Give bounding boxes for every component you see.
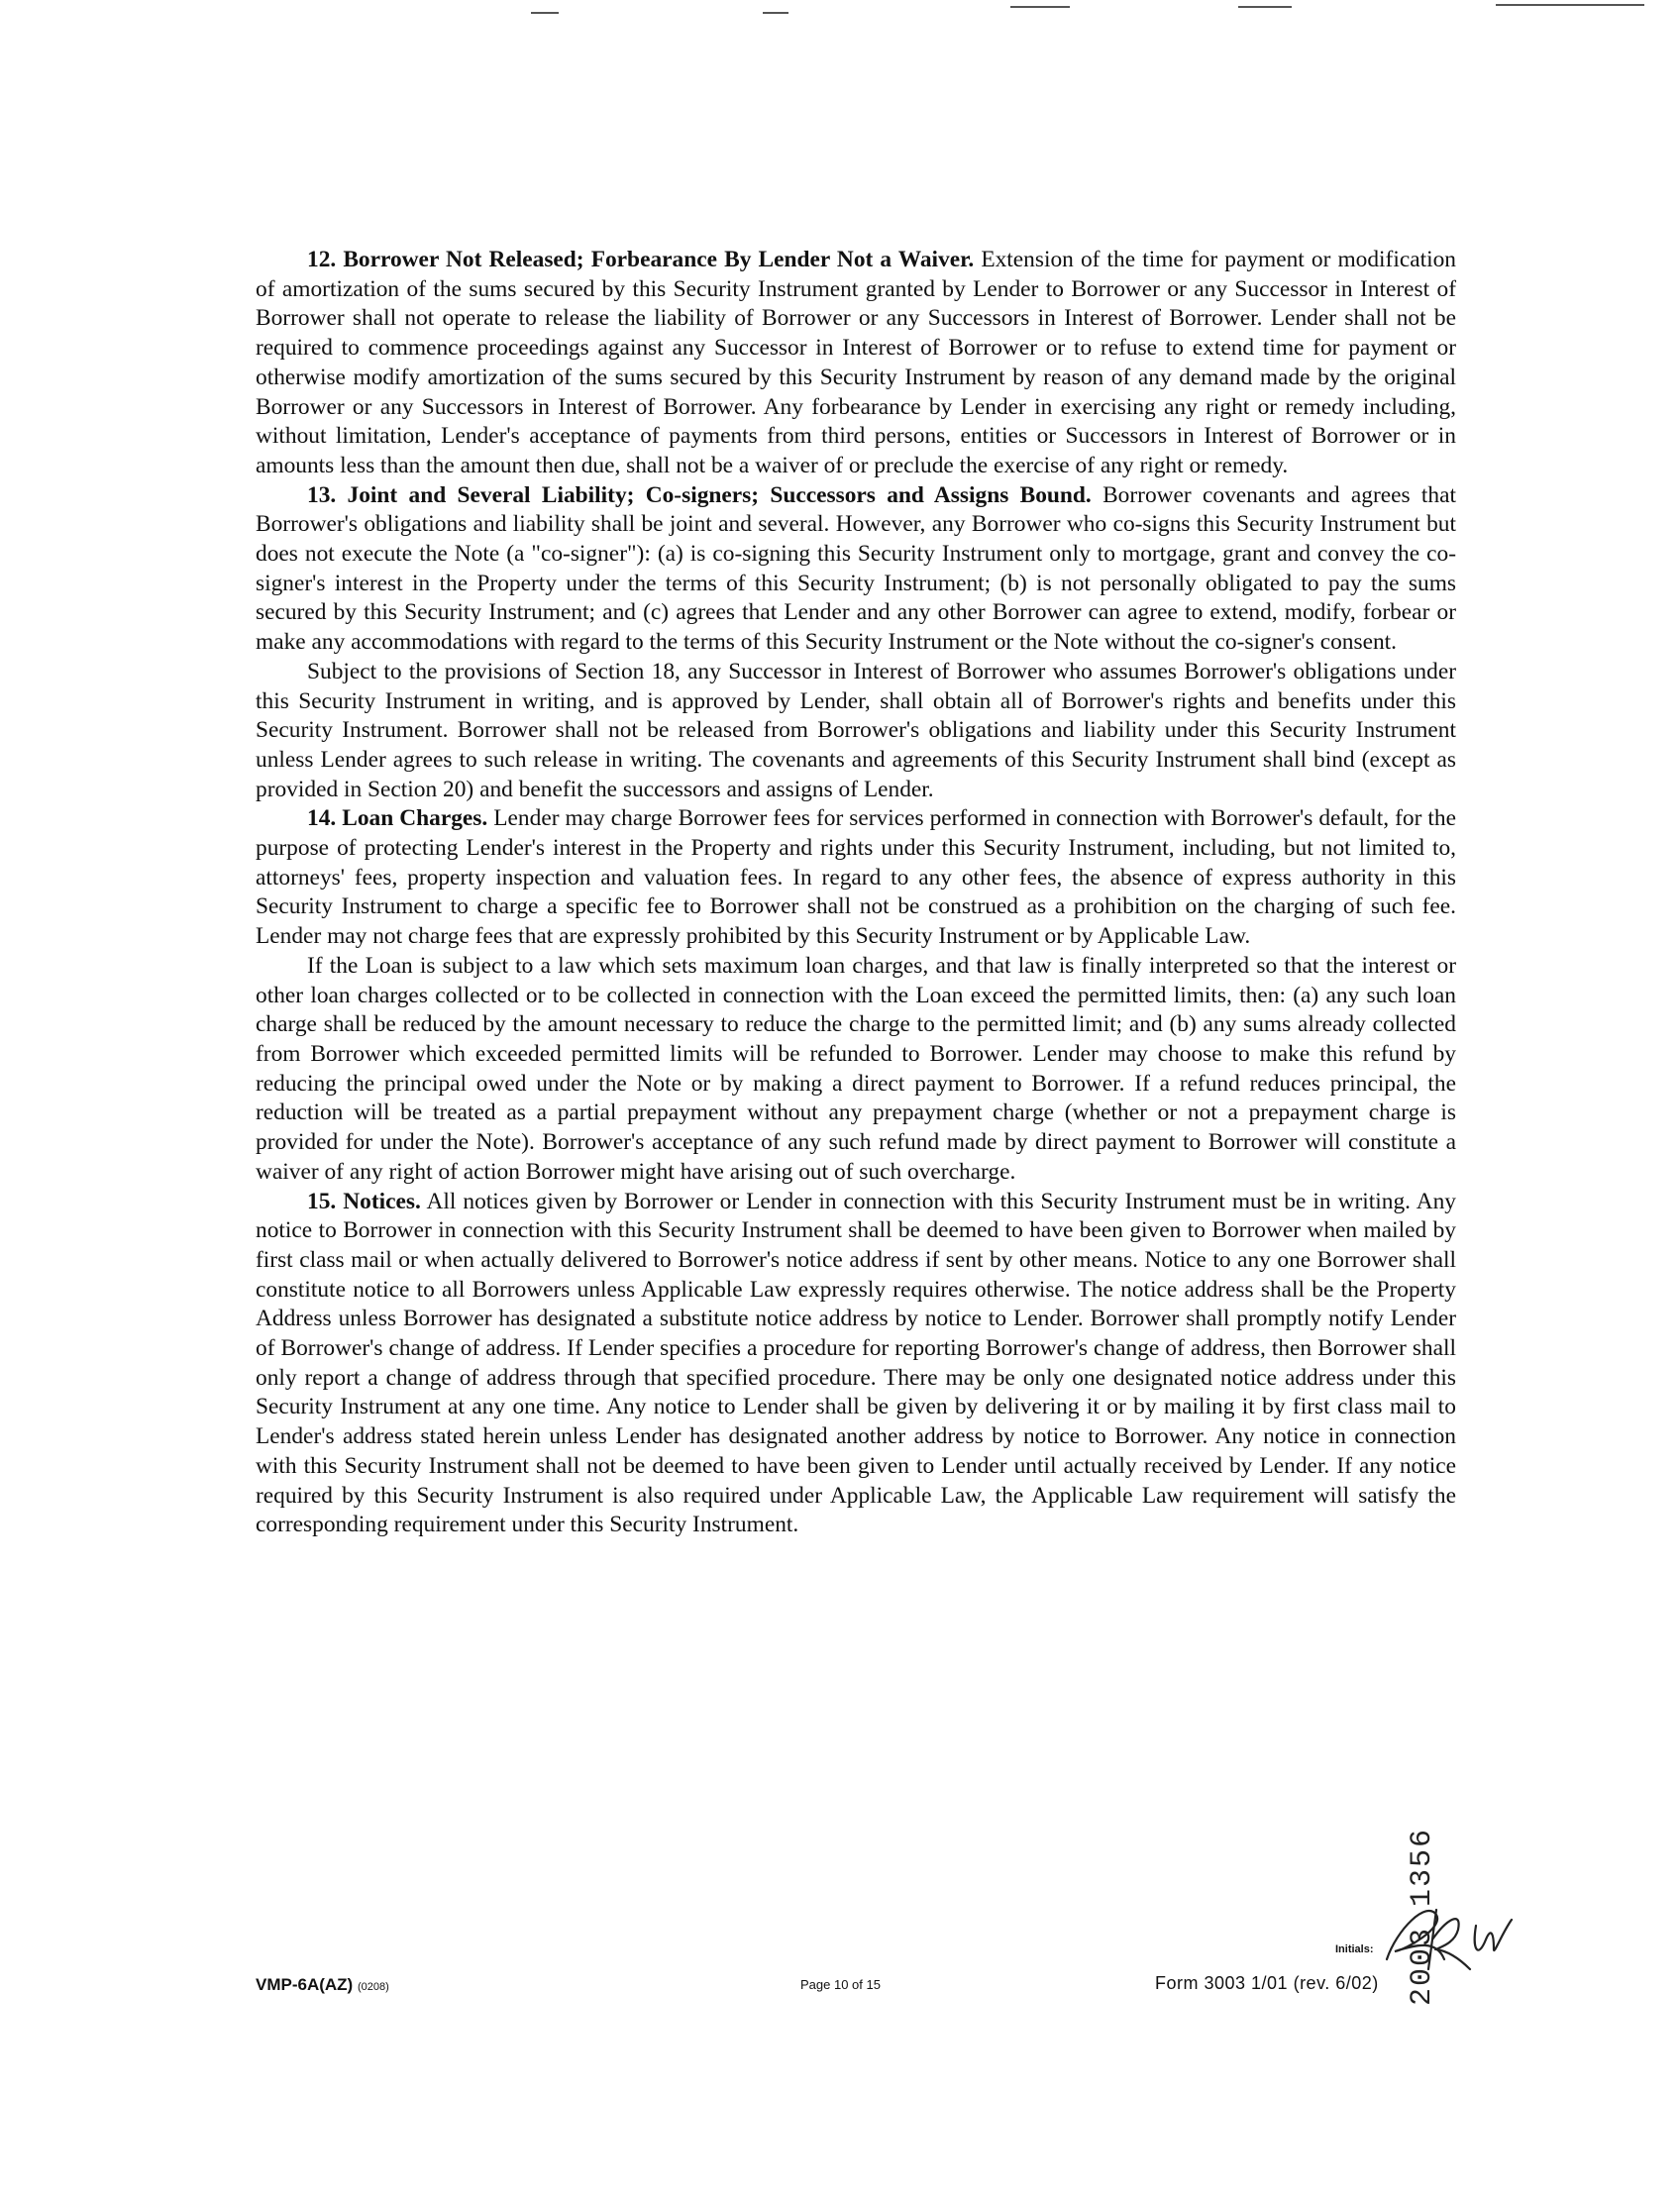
section-14-heading: 14. Loan Charges. xyxy=(307,805,488,832)
initials-label: Initials: xyxy=(1335,1943,1374,1955)
form-code: (0208) xyxy=(357,1981,389,1993)
section-14-text: Lender may charge Borrower fees for services performed in connection with Borrower's default, for the purpose of protecting Lender's interest in the Property and rights under this Security Instrument, including, but not limited to, attorneys' fees, property inspection and valuation fees. In regard to any other fees, the absence of express authority in this Security Instrument to charge a specific fee to Borrower shall not be construed as a prohibition on the charging of such fee. Lender may not charge fees that are expressly prohibited by this Security Instrument or by Applicable Law. xyxy=(256,805,1456,950)
section-12-heading: 12. Borrower Not Released; Forbearance By Lender Not a Waiver. xyxy=(307,247,975,272)
section-15-heading: 15. Notices. xyxy=(307,1188,421,1214)
scan-mark xyxy=(763,12,788,14)
form-id: VMP-6A(AZ) xyxy=(256,1975,354,1994)
section-13-heading: 13. Joint and Several Liability; Co-signers; Successors and Assigns Bound. xyxy=(307,481,1092,508)
footer-form-id xyxy=(256,1975,389,1995)
initials-signature xyxy=(1367,1890,1525,1979)
section-15-text: All notices given by Borrower or Lender in connection with this Security Instrument must be in writing. Any notice to Borrower in connection with this Security Instrument shall be deemed to have been given to Borrower when mailed by first class mail or when actually delivered to Borrower's notice address if sent by other means. Notice to any one Borrower shall constitute notice to all Borrowers unless Applicable Law expressly requires otherwise. The notice address shall be the Property Address unless Borrower has designated a substitute notice address by notice to Lender. Borrower shall promptly notify Lender of Borrower's change of address. If Lender specifies a procedure for reporting Borrower's change of address, then Borrower shall only report a change of address through that specified procedure. There may be only one designated notice address under this Security Instrument at any one time. Any notice to Lender shall be given by delivering it or by mailing it by first class mail to Lender's address stated herein unless Lender has designated another address by notice to Borrower. Any notice in connection with this Security Instrument shall not be deemed to have been given to Lender until actually received by Lender. If any notice required by this Security Instrument is also required under Applicable Law, the Applicable Law requirement will satisfy the corresponding requirement under this Security Instrument. xyxy=(256,1188,1456,1538)
section-12-text: Extension of the time for payment or modification of amortization of the sums secured by this Security Instrument granted by Lender to Borrower or any Successor in Interest of Borrower shall not operate to release the liability of Borrower or any Successors in Interest of Borrower. Lender shall not be required to commence proceedings against any Successor in Interest of Borrower or to refuse to extend time for payment or otherwise modify amortization of the sums secured by this Security Instrument by reason of any demand made by the original Borrower or any Successors in Interest of Borrower. Any forbearance by Lender in exercising any right or remedy including, without limitation, Lender's acceptance of payments from third persons, entities or Successors in Interest of Borrower or in amounts less than the amount then due, shall not be a waiver of or preclude the exercise of any right or remedy. xyxy=(256,247,1456,478)
section-13-paragraph xyxy=(256,481,1456,658)
section-15-paragraph xyxy=(256,1188,1456,1540)
document-body xyxy=(256,246,1456,1540)
section-13-paragraph-2: Subject to the provisions of Section 18, any Successor in Interest of Borrower who assumes Borrower's obligations under this Security Instrument in writing, and is approved by Lender, shall obtain all of Borrower's rights and benefits under this Security Instrument. Borrower shall not be released from Borrower's obligations and liability under this Security Instrument unless Lender agrees to such release in writing. The covenants and agreements of this Security Instrument shall bind (except as provided in Section 20) and benefit the successors and assigns of Lender. xyxy=(256,658,1456,802)
scan-mark xyxy=(531,12,559,14)
section-14-paragraph-2: If the Loan is subject to a law which sets maximum loan charges, and that law is finally interpreted so that the interest or other loan charges collected or to be collected in connection with the Loan exceed the permitted limits, then: (a) any such loan charge shall be reduced by the amount necessary to reduce the charge to the permitted limit; and (b) any sums already collected from Borrower which exceeded permitted limits will be refunded to Borrower. Lender may choose to make this refund by reducing the principal owed under the Note or by making a direct payment to Borrower. If a refund reduces principal, the reduction will be treated as a partial prepayment without any prepayment charge (whether or not a prepayment charge is provided for under the Note). Borrower's acceptance of any such refund made by direct payment to Borrower will constitute a waiver of any right of action Borrower might have arising out of such overcharge. xyxy=(256,952,1456,1185)
section-14-paragraph xyxy=(256,804,1456,952)
scan-mark xyxy=(1238,6,1292,8)
section-12-paragraph xyxy=(256,246,1456,481)
page-number: Page 10 of 15 xyxy=(800,1977,881,1992)
scan-mark xyxy=(1496,4,1644,6)
recording-number-text: 2003 1356 xyxy=(1406,1827,1439,2006)
form-number: Form 3003 1/01 (rev. 6/02) xyxy=(1155,1973,1379,1993)
section-13-text: Borrower covenants and agrees that Borrower's obligations and liability shall be joint and several. However, any Borrower who co-signs this Security Instrument but does not execute the Note (a "co-signer"): (a) is co-signing this Security Instrument only to mortgage, grant and convey the co-signer's interest in the Property under the terms of this Security Instrument; (b) is not personally obligated to pay the sums secured by this Security Instrument; and (c) agrees that Lender and any other Borrower can agree to extend, modify, forbear or make any accommodations with regard to the terms of this Security Instrument or the Note without the co-signer's consent. xyxy=(256,481,1456,656)
scan-mark xyxy=(1010,6,1070,8)
